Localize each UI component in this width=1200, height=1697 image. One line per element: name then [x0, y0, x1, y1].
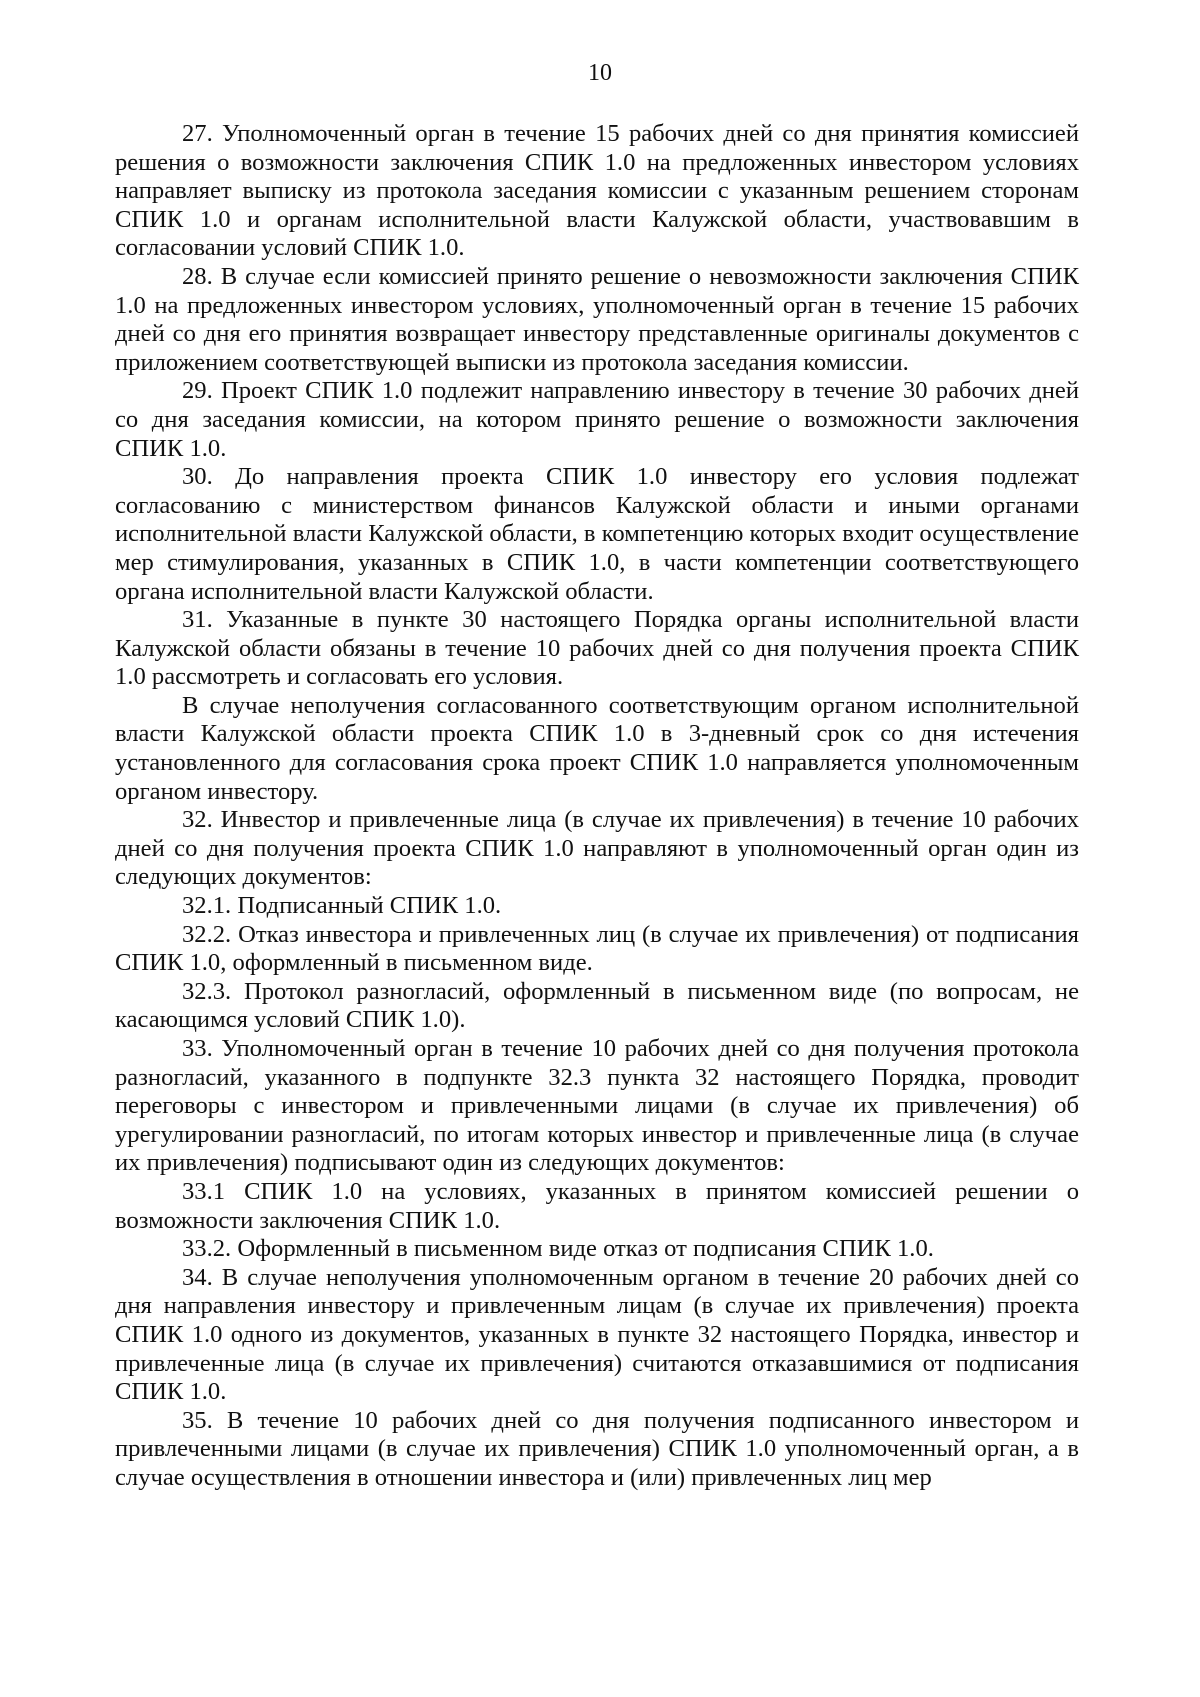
- paragraph-30: 30. До направления проекта СПИК 1.0 инвестору его условия подлежат согласованию с министерством финансов Калужской области и иными органами исполнительной власти Калужской области, в компетенцию которых входит осуществление мер стимулирования, указанных в СПИК 1.0, в части компетенции соответствующего органа исполнительной власти Калужской области.: [115, 463, 1079, 605]
- paragraph-27: 27. Уполномоченный орган в течение 15 рабочих дней со дня принятия комиссией решения о возможности заключения СПИК 1.0 на предложенных инвестором условиях направляет выписку из протокола заседания комиссии с указанным решением сторонам СПИК 1.0 и органам исполнительной власти Калужской области, участвовавшим в согласовании условий СПИК 1.0.: [115, 120, 1079, 262]
- paragraph-32-1: 32.1. Подписанный СПИК 1.0.: [182, 892, 502, 920]
- paragraph-33: 33. Уполномоченный орган в течение 10 рабочих дней со дня получения протокола разногласий, указанного в подпункте 32.3 пункта 32 настоящего Порядка, проводит переговоры с инвестором и привлеченными лицами (в случае их привлечения) об урегулировании разногласий, по итогам которых инвестор и привлеченные лица (в случае их привлечения) подписывают один из следующих документов:: [115, 1035, 1079, 1177]
- paragraph-28: 28. В случае если комиссией принято решение о невозможности заключения СПИК 1.0 на предложенных инвестором условиях, уполномоченный орган в течение 15 рабочих дней со дня его принятия возвращает инвестору представленные оригиналы документов с приложением соответствующей выписки из протокола заседания комиссии.: [115, 262, 1079, 376]
- paragraph-32-2: 32.2. Отказ инвестора и привлеченных лиц (в случае их привлечения) от подписания СПИК 1.0, оформленный в письменном виде.: [115, 920, 1079, 977]
- paragraph-33-1: 33.1 СПИК 1.0 на условиях, указанных в принятом комиссией решении о возможности заключения СПИК 1.0.: [115, 1177, 1079, 1234]
- paragraph-29: 29. Проект СПИК 1.0 подлежит направлению инвестору в течение 30 рабочих дней со дня заседания комиссии, на котором принято решение о возможности заключения СПИК 1.0.: [115, 377, 1079, 462]
- document-body: [115, 120, 1079, 1493]
- paragraph-33-2: 33.2. Оформленный в письменном виде отказ от подписания СПИК 1.0.: [182, 1235, 934, 1263]
- paragraph-31: 31. Указанные в пункте 30 настоящего Порядка органы исполнительной власти Калужской области обязаны в течение 10 рабочих дней со дня получения проекта СПИК 1.0 рассмотреть и согласовать его условия.: [115, 606, 1079, 691]
- paragraph-32: 32. Инвестор и привлеченные лица (в случае их привлечения) в течение 10 рабочих дней со дня получения проекта СПИК 1.0 направляют в уполномоченный орган один из следующих документов:: [115, 806, 1079, 891]
- paragraph-35: 35. В течение 10 рабочих дней со дня получения подписанного инвестором и привлеченными лицами (в случае их привлечения) СПИК 1.0 уполномоченный орган, а в случае осуществления в отношении инвестора и (или) привлеченных лиц мер: [115, 1406, 1079, 1491]
- paragraph-34: 34. В случае неполучения уполномоченным органом в течение 20 рабочих дней со дня направления инвестору и привлеченным лицам (в случае их привлечения) проекта СПИК 1.0 одного из документов, указанных в пункте 32 настоящего Порядка, инвестор и привлеченные лица (в случае их привлечения) считаются отказавшимися от подписания СПИК 1.0.: [115, 1263, 1079, 1406]
- page-number: 10: [588, 60, 612, 86]
- paragraph-31-continuation: В случае неполучения согласованного соответствующим органом исполнительной власти Калужской области проекта СПИК 1.0 в 3-дневный срок со дня истечения установленного для согласования срока проект СПИК 1.0 направляется уполномоченным органом инвестору.: [115, 691, 1079, 805]
- paragraph-32-3: 32.3. Протокол разногласий, оформленный в письменном виде (по вопросам, не касающимся условий СПИК 1.0).: [115, 977, 1079, 1034]
